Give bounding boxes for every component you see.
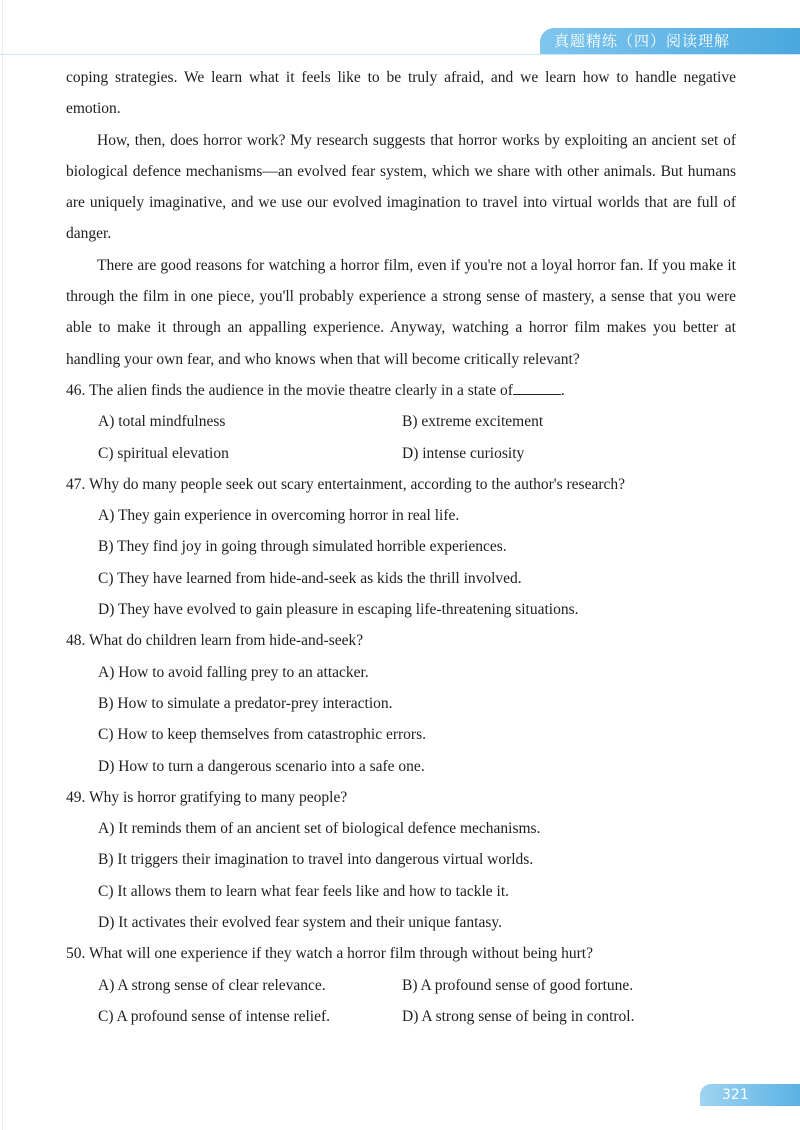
section-header: 真题精练（四）阅读理解 bbox=[540, 28, 800, 54]
option-49-d: D) It activates their evolved fear system and their unique fantasy. bbox=[98, 914, 502, 932]
option-49-c: C) It allows them to learn what fear feels like and how to tackle it. bbox=[98, 882, 510, 900]
passage-paragraph-2: How, then, does horror work? My research suggests that horror works by exploiting an ancient set of biological defence mechanisms—an evolved fear system, which we share with other animals. But humans are uniquely imaginative, and we use our evolved imagination to travel into virtual worlds that are full of danger. bbox=[66, 131, 736, 243]
question-47-stem: 47. Why do many people seek out scary entertainment, according to the author's research? bbox=[66, 475, 626, 493]
question-46-options-row-1 bbox=[98, 406, 736, 437]
option-46-a: A) total mindfulness bbox=[98, 413, 226, 431]
margin-line bbox=[2, 0, 3, 1130]
passage-paragraph-3: There are good reasons for watching a horror film, even if you're not a loyal horror fan. If you make it through the film in one piece, you'll probably experience a strong sense of mastery, a sense that you were able to make it through an appalling experience. Anyway, watching a horror film makes you better at handling your own fear, and who knows when that will become critically relevant? bbox=[66, 256, 736, 368]
page-content bbox=[66, 62, 736, 1032]
option-48-a: A) How to avoid falling prey to an attacker. bbox=[98, 663, 369, 681]
option-50-a: A) A strong sense of clear relevance. bbox=[98, 976, 326, 994]
question-46-stem: 46. The alien finds the audience in the movie theatre clearly in a state of bbox=[66, 381, 513, 399]
passage-paragraph-1: coping strategies. We learn what it feels like to be truly afraid, and we learn how to handle negative emotion. bbox=[66, 69, 736, 118]
question-50-stem: 50. What will one experience if they watch a horror film through without being hurt? bbox=[66, 945, 593, 963]
question-48-stem: 48. What do children learn from hide-and-seek? bbox=[66, 632, 364, 650]
option-48-c: C) How to keep themselves from catastrophic errors. bbox=[98, 726, 426, 744]
question-50-options-row-2 bbox=[98, 1001, 736, 1032]
question-50-options-row-1 bbox=[98, 970, 736, 1001]
page-number: 321 bbox=[700, 1084, 800, 1106]
option-49-b: B) It triggers their imagination to travel into dangerous virtual worlds. bbox=[98, 851, 534, 869]
option-46-d: D) intense curiosity bbox=[402, 444, 525, 462]
header-divider bbox=[0, 54, 800, 55]
question-49-stem: 49. Why is horror gratifying to many people? bbox=[66, 788, 348, 806]
option-50-b: B) A profound sense of good fortune. bbox=[402, 976, 634, 994]
question-46-options-row-2 bbox=[98, 438, 736, 469]
option-50-d: D) A strong sense of being in control. bbox=[402, 1007, 635, 1025]
option-47-c: C) They have learned from hide-and-seek as kids the thrill involved. bbox=[98, 569, 522, 587]
option-47-a: A) They gain experience in overcoming horror in real life. bbox=[98, 507, 460, 525]
option-48-d: D) How to turn a dangerous scenario into a safe one. bbox=[98, 757, 425, 775]
answer-blank bbox=[513, 380, 561, 395]
option-47-d: D) They have evolved to gain pleasure in escaping life-threatening situations. bbox=[98, 601, 579, 619]
option-48-b: B) How to simulate a predator-prey interaction. bbox=[98, 694, 393, 712]
option-49-a: A) It reminds them of an ancient set of biological defence mechanisms. bbox=[98, 820, 541, 838]
question-46: 46. The alien finds the audience in the movie theatre clearly in a state of . bbox=[66, 381, 565, 399]
option-47-b: B) They find joy in going through simulated horrible experiences. bbox=[98, 538, 507, 556]
option-46-b: B) extreme excitement bbox=[402, 413, 544, 431]
option-46-c: C) spiritual elevation bbox=[98, 444, 229, 462]
option-50-c: C) A profound sense of intense relief. bbox=[98, 1007, 331, 1025]
